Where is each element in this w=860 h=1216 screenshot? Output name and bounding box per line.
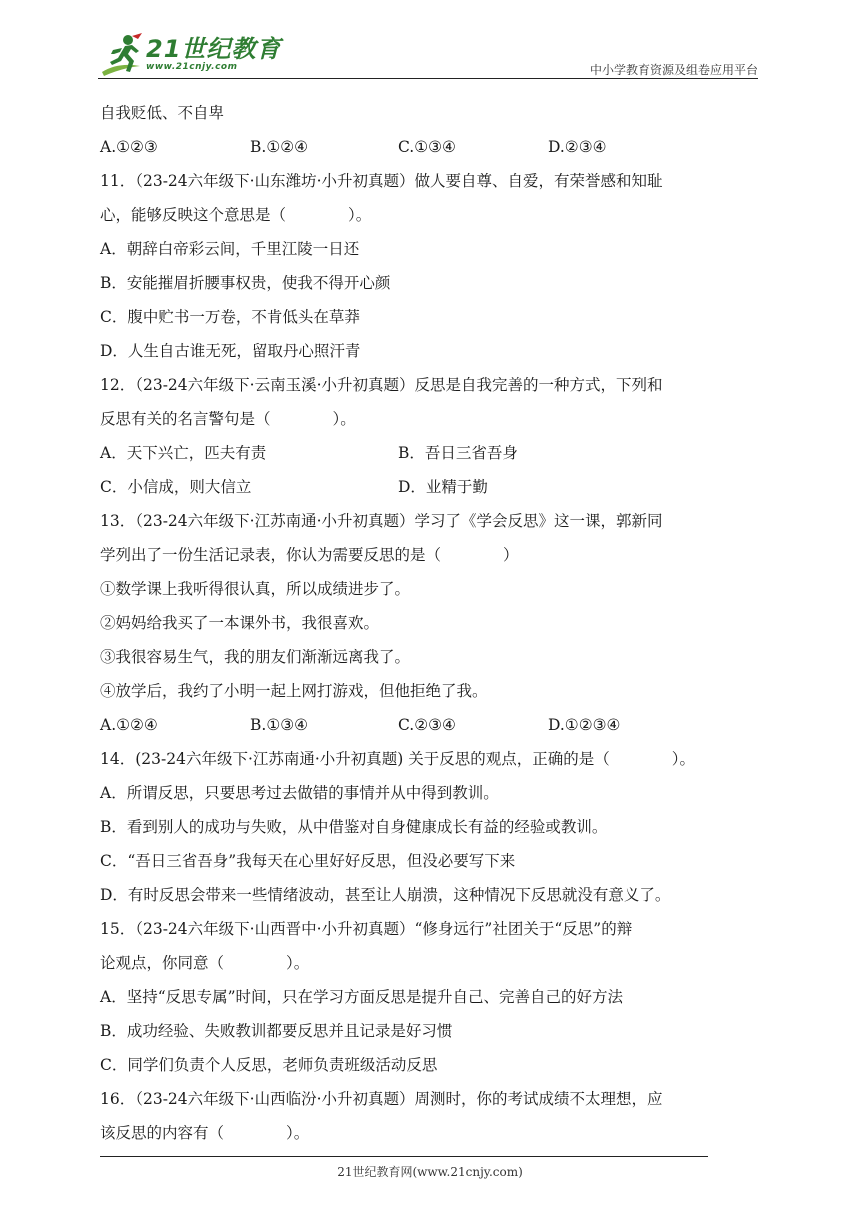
text-line: B．成功经验、失败教训都要反思并且记录是好习惯	[100, 1022, 453, 1040]
text-line	[100, 130, 760, 164]
text-line	[100, 470, 760, 504]
answer-option: A.①②④	[100, 716, 158, 734]
text-line: 15．（23-24六年级下·山西晋中·小升初真题）“修身远行”社团关于“反思”的辩	[100, 920, 633, 938]
text-line: C．同学们负责个人反思，老师负责班级活动反思	[100, 1056, 438, 1074]
logo	[98, 32, 281, 78]
text-line: 自我贬低、不自卑	[100, 104, 225, 122]
text-line	[100, 708, 760, 742]
answer-option: D．业精于勤	[398, 478, 488, 496]
text-line: C．腹中贮书一万卷，不肯低头在草莽	[100, 308, 360, 326]
text-line: 心，能够反映这个意思是（ ）。	[100, 206, 372, 224]
text-line: ①数学课上我听得很认真，所以成绩进步了。	[100, 580, 411, 598]
text-line: 14．(23-24六年级下·江苏南通·小升初真题) 关于反思的观点，正确的是（ ）。	[100, 750, 696, 768]
text-line: ③我很容易生气，我的朋友们渐渐远离我了。	[100, 648, 411, 666]
answer-option: D.①②③④	[548, 716, 621, 734]
question-content	[100, 96, 760, 1150]
answer-option: C.②③④	[398, 716, 456, 734]
answer-option: A．天下兴亡，匹夫有责	[100, 444, 267, 462]
text-line: 16．（23-24六年级下·山西临汾·小升初真题）周测时，你的考试成绩不太理想，应	[100, 1090, 663, 1108]
logo-url: www.21cnjy.com	[146, 62, 238, 72]
text-line: 13．（23-24六年级下·江苏南通·小升初真题）学习了《学会反思》这一课，郭新同	[100, 512, 663, 530]
running-figure-icon	[98, 32, 144, 78]
footer-divider	[100, 1156, 708, 1157]
answer-option: B.①③④	[250, 716, 309, 734]
answer-option: B.①②④	[250, 138, 309, 156]
page-header	[98, 30, 758, 80]
text-line: 反思有关的名言警句是（ ）。	[100, 410, 356, 428]
header-divider	[98, 78, 758, 79]
text-line: B．看到别人的成功与失败，从中借鉴对自身健康成长有益的经验或教训。	[100, 818, 608, 836]
text-line: D．有时反思会带来一些情绪波动，甚至让人崩溃，这种情况下反思就没有意义了。	[100, 886, 671, 904]
text-line: 论观点，你同意（ ）。	[100, 954, 310, 972]
text-line: A．朝辞白帝彩云间，千里江陵一日还	[100, 240, 360, 258]
text-line: 11．（23-24六年级下·山东潍坊·小升初真题）做人要自尊、自爱，有荣誉感和知耻	[100, 172, 663, 190]
text-line: 该反思的内容有（ ）。	[100, 1124, 310, 1142]
logo-wordmark: 21世纪教育	[146, 35, 282, 63]
text-line: ②妈妈给我买了一本课外书，我很喜欢。	[100, 614, 380, 632]
text-line: A．所谓反思，只要思考过去做错的事情并从中得到教训。	[100, 784, 499, 802]
platform-name: 中小学教育资源及组卷应用平台	[589, 63, 758, 77]
footer-text: 21世纪教育网(www.21cnjy.com)	[337, 1165, 523, 1179]
answer-option: B．吾日三省吾身	[398, 444, 518, 462]
text-line: B．安能摧眉折腰事权贵，使我不得开心颜	[100, 274, 391, 292]
text-line: A．坚持“反思专属”时间，只在学习方面反思是提升自己、完善自己的好方法	[100, 988, 624, 1006]
text-line: D．人生自古谁无死，留取丹心照汗青	[100, 342, 361, 360]
answer-option: C．小信成，则大信立	[100, 478, 252, 496]
text-line	[100, 436, 760, 470]
answer-option: A.①②③	[100, 138, 158, 156]
text-line: 12．（23-24六年级下·云南玉溪·小升初真题）反思是自我完善的一种方式，下列和	[100, 376, 663, 394]
text-line: C．“吾日三省吾身”我每天在心里好好反思，但没必要写下来	[100, 852, 516, 870]
answer-option: D.②③④	[548, 138, 607, 156]
text-line: ④放学后，我约了小明一起上网打游戏，但他拒绝了我。	[100, 682, 488, 700]
answer-option: C.①③④	[398, 138, 456, 156]
text-line: 学列出了一份生活记录表，你认为需要反思的是（ ）	[100, 546, 519, 564]
